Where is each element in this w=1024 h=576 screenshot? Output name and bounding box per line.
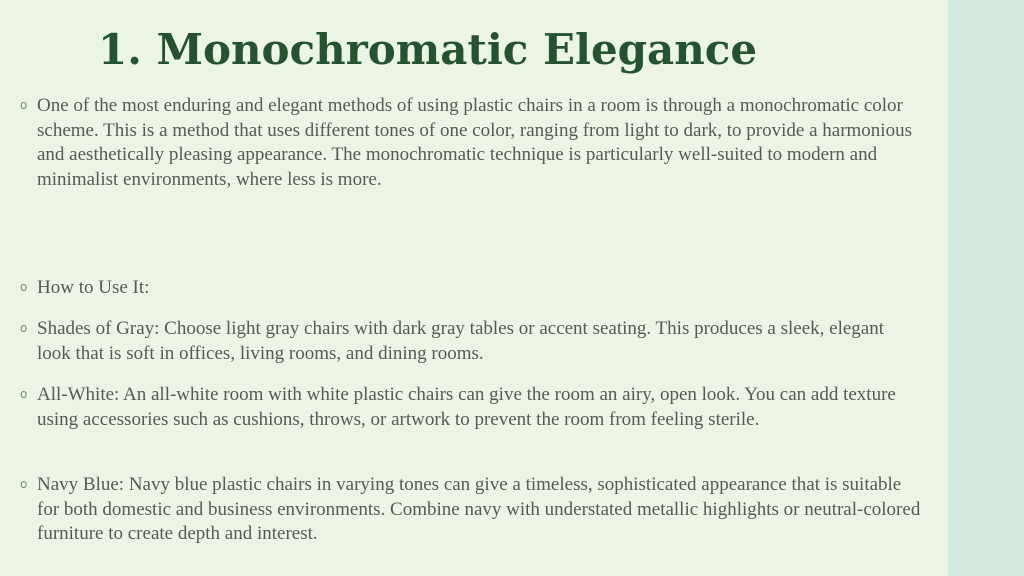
bullet-text: All-White: An all-white room with white plastic chairs can give the room an airy, open look. You can add texture using accessories such as cushions, throws, or artwork to prevent the room from feeling sterile. — [37, 384, 896, 430]
bullet-text: How to Use It: — [37, 277, 150, 298]
slide-title: 1. Monochromatic Elegance — [98, 25, 758, 74]
bullet-circle-icon: o — [20, 477, 28, 491]
bullet-circle-icon: o — [20, 280, 28, 294]
side-accent-strip — [948, 0, 1024, 576]
bullet-text: Shades of Gray: Choose light gray chairs with dark gray tables or accent seating. This produces a sleek, elegant look that is soft in offices, living rooms, and dining rooms. — [37, 318, 885, 364]
bullet-circle-icon: o — [20, 98, 28, 112]
bullet-circle-icon: o — [20, 387, 28, 401]
bullet-text: Navy Blue: Navy blue plastic chairs in varying tones can give a timeless, sophisticated appearance that is suitable for both domestic and business environments. Combine navy with understated metallic highlights or neutral-colored furniture to create depth and interest. — [37, 474, 921, 544]
bullet-text: One of the most enduring and elegant methods of using plastic chairs in a room is through a monochromatic color scheme. This is a method that uses different tones of one color, ranging from light to dark, to provide a harmonious and aesthetically pleasing appearance. The monochromatic technique is particularly well-suited to modern and minimalist environments, where less is more. — [37, 95, 912, 190]
bullet-circle-icon: o — [20, 321, 28, 335]
